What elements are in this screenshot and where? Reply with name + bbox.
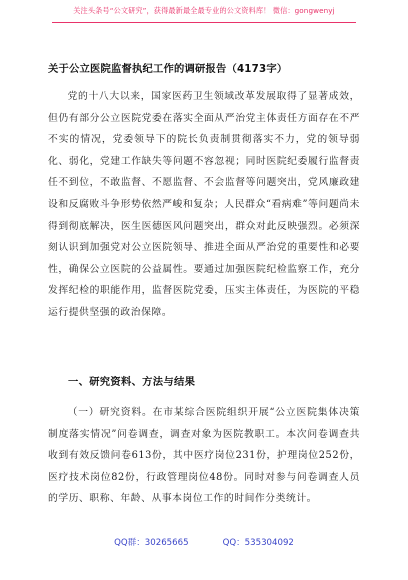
header-divider [52, 22, 356, 23]
footer-qq-group: QQ群：30265665 [114, 538, 189, 548]
header-promo-banner: 关注头条号“公文研究”，获得最新最全最专业的公文资料库！ 微信：gongwenyj [73, 6, 335, 15]
section-heading: 一、研究资料、方法与结果 [68, 376, 196, 388]
body-paragraph-research-data: （一）研究资料。在市某综合医院组织开展“公立医院集体决策制度落实情况”问卷调查，调查对象为医院教职工。本次问卷调查共收到有效反馈问卷613份，其中医疗岗位231份，护理岗位252份，医疗技术岗位82份，行政管理岗位48份。同时对参与问卷调查人员的学历、职称、年龄、从事本岗位工作的时间作分类统计。 [48, 407, 360, 505]
footer-contact [0, 536, 408, 548]
document-title: 关于公立医院监督执纪工作的调研报告（4173字） [48, 63, 288, 75]
body-paragraph-intro: 党的十八大以来，国家医药卫生领域改革发展取得了显著成效，但仍有部分公立医院党委在落实全面从严治党主体责任方面存在不严不实的情况，党委领导下的院长负责制贯彻落实不力，党的领导弱化、弱化，党建工作缺失等问题不容忽视；同时医院纪委履行监督责任不到位，不敢监督、不愿监督、不会监督等问题突出，党风廉政建设和反腐败斗争形势依然严峻和复杂；人民群众“看病难”等问题尚未得到彻底解决，医生医德医风问题突出，群众对此反映强烈。必须深刻认识到加强党对公立医院领导、推进全面从严治党的重要性和必要性，确保公立医院的公益属性。要通过加强医院纪检监察工作，充分发挥纪检的职能作用，监督医院党委，压实主体责任，为医院的平稳运行提供坚强的政治保障。 [48, 91, 360, 318]
footer-qq: QQ：535304092 [222, 538, 294, 548]
